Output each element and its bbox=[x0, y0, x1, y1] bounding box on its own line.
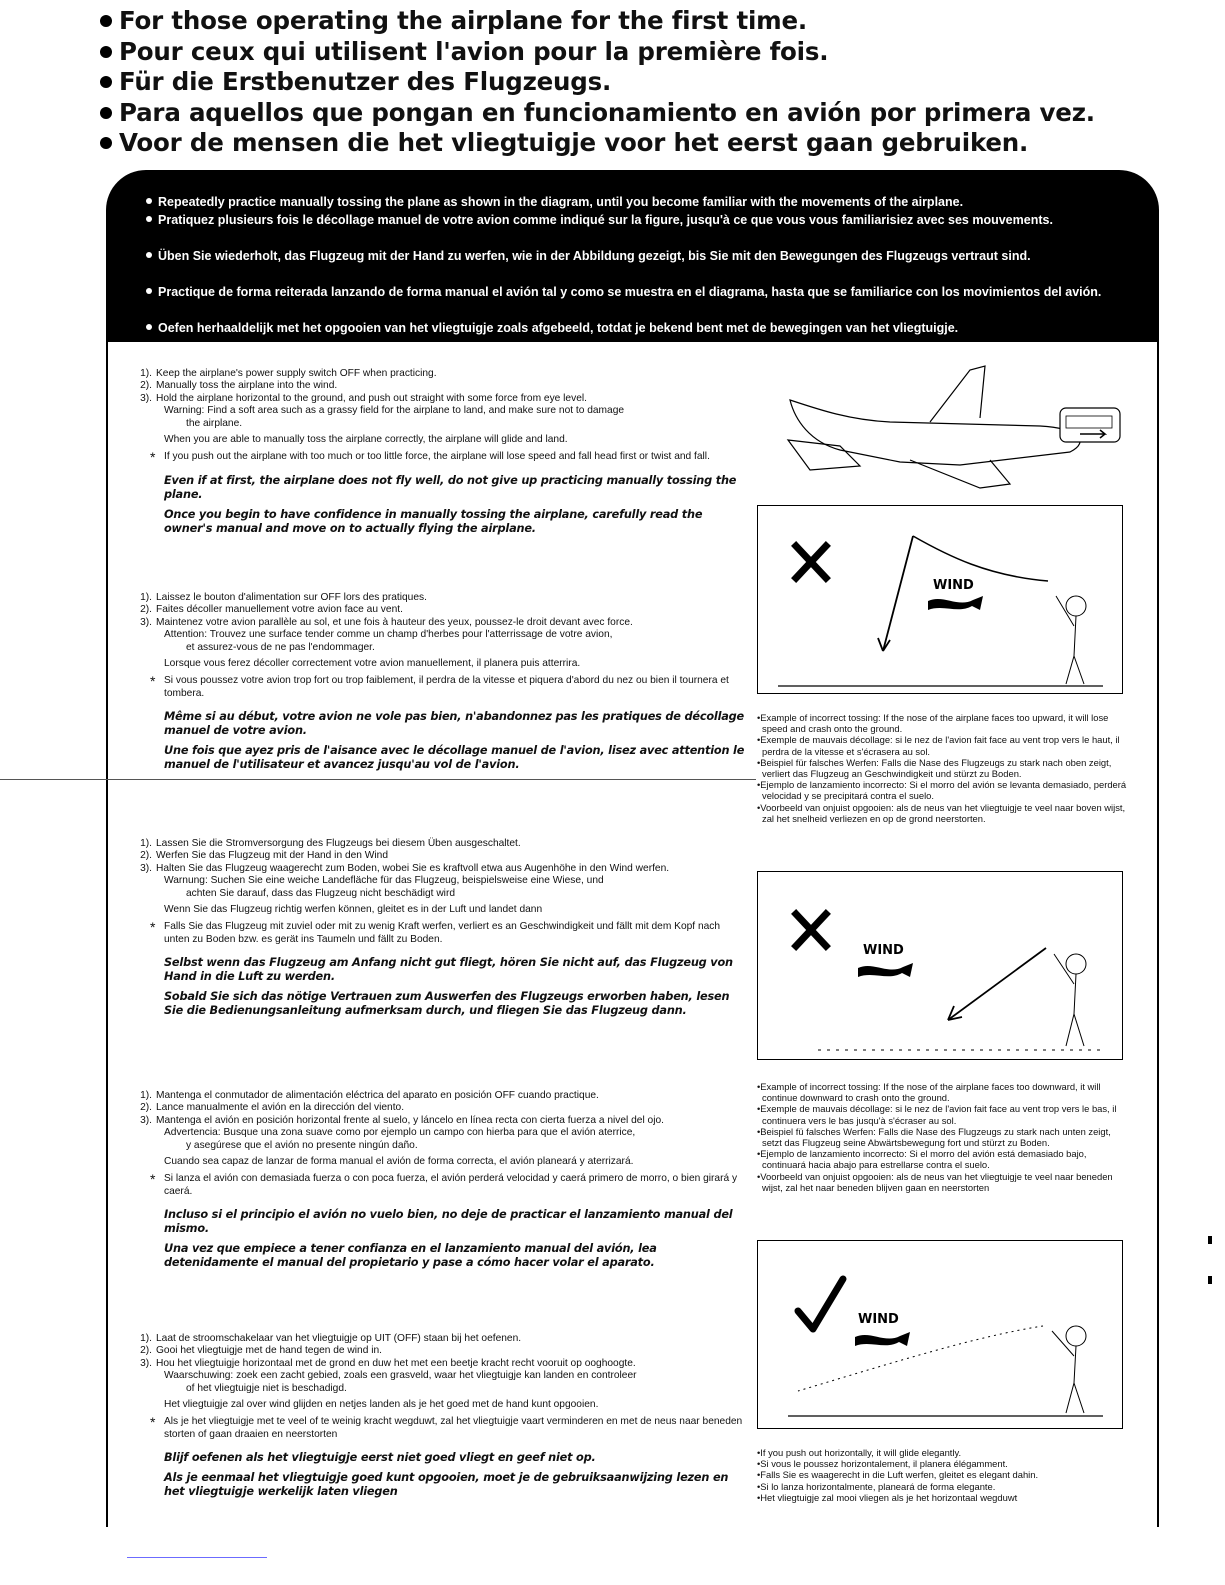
check-icon bbox=[798, 1279, 843, 1329]
emphasis-1: Blijf oefenen als het vliegtuigje eerst niet goed vliegt en geef niet op. bbox=[164, 1451, 596, 1465]
heading-de: Für die Erstbenutzer des Flugzeugs. bbox=[100, 67, 1210, 98]
star-note: * Si vous poussez votre avion trop fort ou trop faiblement, il perdra de la vitesse et piquera d'abord du nez ou bien il tournera et tombera. bbox=[150, 673, 729, 699]
wind-arrow-icon bbox=[858, 963, 913, 977]
heading-nl: Voor de mensen die het vliegtuigje voor het eerst gaan gebruiken. bbox=[100, 128, 1210, 159]
wind-label: WIND bbox=[863, 943, 904, 958]
step-2: 2). Manually toss the airplane into the wind. bbox=[140, 380, 338, 392]
glide-note: When you are able to manually toss the airplane correctly, the airplane will glide and land. bbox=[164, 434, 568, 446]
wind-label: WIND bbox=[933, 578, 974, 593]
emphasis-1: Selbst wenn das Flugzeug am Anfang nicht gut fliegt, hören Sie nicht auf, das Flugzeug von Hand in die Luft zu werden. bbox=[164, 956, 733, 984]
panel-incorrect-upward bbox=[757, 505, 1123, 694]
step-2: 2). Faites décoller manuellement votre avion face au vent. bbox=[140, 604, 403, 616]
bullet-icon bbox=[146, 198, 152, 204]
step-1: 1). Lassen Sie die Stromversorgung des Flugzeugs bei diesem Üben ausgeschaltet. bbox=[140, 838, 521, 849]
step-3: 3). Maintenez votre avion parallèle au sol, et une fois à hauteur des yeux, poussez-le droit devant avec force. bbox=[140, 616, 633, 628]
bullet-icon bbox=[146, 324, 152, 330]
step-3: 3). Mantenga el avión en posición horizontal frente al suelo, y láncelo en línea recta con cierta fuerza a nivel del ojo. bbox=[140, 1114, 664, 1126]
warning-text-cont: y asegúrese que el avión no presente ningún daño. bbox=[186, 1139, 418, 1151]
panel-2-drawing bbox=[758, 872, 1122, 1059]
emphasis-1: Incluso si el principio el avión no vuelo bien, no deje de practicar el lanzamiento manual del mismo. bbox=[164, 1208, 733, 1236]
bullet-icon bbox=[100, 46, 112, 58]
section-french bbox=[128, 592, 748, 772]
heading-es: Para aquellos que pongan en funcionamiento en avión por primera vez. bbox=[100, 98, 1210, 129]
glide-note: Wenn Sie das Flugzeug richtig werfen können, gleitet es in der Luft und landet dann bbox=[164, 904, 543, 916]
glide-note: Lorsque vous ferez décoller correctement votre avion manuellement, il planera puis atterrira. bbox=[164, 658, 581, 670]
banner-item-de: Üben Sie wiederholt, das Flugzeug mit der Hand zu werfen, wie in der Abbildung gezeigt, bis Sie mit den Bewegungen des Flugzeugs vertraut sind. bbox=[146, 248, 1146, 264]
emphasis-2: Sobald Sie sich das nötige Vertrauen zum Auswerfen des Flugzeugs erworben haben, lesen Sie die Bedienungsanleitung aufmerksam durch, und fliegen Sie das Flugzeug dann. bbox=[164, 990, 730, 1018]
wind-arrow-icon bbox=[928, 596, 983, 610]
step-3: 3). Hou het vliegtuigje horizontaal met de grond en duw het met een beetje kracht recht vooruit op ooghoogte. bbox=[140, 1357, 636, 1369]
footer-line bbox=[127, 1557, 267, 1558]
emphasis-1: Even if at first, the airplane does not fly well, do not give up practicing manually tossing the plane. bbox=[164, 473, 737, 501]
bullet-icon bbox=[146, 288, 152, 294]
bullet-icon bbox=[146, 216, 152, 222]
bullet-icon bbox=[100, 137, 112, 149]
edge-mark bbox=[1208, 1236, 1212, 1244]
warning-text: Warning: Find a soft area such as a grassy field for the airplane to land, and make sure not to damage bbox=[164, 405, 625, 417]
emphasis-1: Même si au début, votre avion ne vole pas bien, n'abandonnez pas les pratiques de décollage manuel de votre avion. bbox=[164, 710, 745, 738]
section-dutch bbox=[128, 1333, 748, 1499]
wind-label: WIND bbox=[858, 1312, 899, 1327]
bullet-icon bbox=[100, 76, 112, 88]
panel-3-captions: •If you push out horizontally, it will glide elegantly. •Si vous le poussez horizontalement, il planera élégamment. •Falls Sie es waagerecht in die Luft werfen, gleitet es elegant dahin. •Si lo lanza horizontalmente, planeará de forma elegante. •Het vliegtuigje zal mooi vliegen als je het horizontaal wegduwt bbox=[757, 1447, 1039, 1503]
step-2: 2). Werfen Sie das Flugzeug mit der Hand in den Wind bbox=[140, 850, 388, 862]
warning-text: Attention: Trouvez une surface tender comme un champ d'herbes pour l'atterrissage de votre avion, bbox=[164, 629, 613, 641]
wind-arrow-icon bbox=[855, 1332, 910, 1346]
panel-incorrect-downward bbox=[757, 871, 1123, 1060]
heading-fr: Pour ceux qui utilisent l'avion pour la première fois. bbox=[100, 37, 1210, 68]
panel-3-drawing bbox=[758, 1241, 1122, 1428]
star-note: * If you push out the airplane with too much or too little force, the airplane will lose speed and fall head first or twist and fall. bbox=[150, 449, 710, 466]
step-3: 3). Hold the airplane horizontal to the ground, and push out straight with some force from eye level. bbox=[140, 392, 587, 404]
emphasis-2: Una vez que empiece a tener confianza en el lanzamiento manual del avión, lea detenidamente el manual del propietario y pase a cómo hacer volar el aparato. bbox=[164, 1242, 657, 1270]
step-2: 2). Lance manualmente el avión en la dirección del viento. bbox=[140, 1102, 405, 1114]
warning-text: Waarschuwing: zoek een zacht gebied, zoals een grasveld, waar het vliegtuigje kan landen en controleer bbox=[164, 1370, 637, 1382]
warning-text-cont: the airplane. bbox=[186, 417, 243, 429]
panel-1-drawing bbox=[758, 506, 1122, 693]
heading-list bbox=[100, 6, 1210, 159]
panel-correct-horizontal bbox=[757, 1240, 1123, 1429]
person-icon bbox=[1056, 596, 1086, 684]
descent-arrow-icon bbox=[883, 536, 913, 651]
bullet-icon bbox=[146, 252, 152, 258]
section-english bbox=[128, 368, 748, 536]
page-frame-right bbox=[1157, 342, 1159, 1527]
heading-en: For those operating the airplane for the first time. bbox=[100, 6, 1210, 37]
edge-mark bbox=[1208, 1276, 1212, 1284]
glide-path-icon bbox=[798, 1326, 1043, 1391]
cross-icon bbox=[796, 914, 826, 946]
glide-note: Het vliegtuigje zal over wind glijden en netjes landen als je het goed met de hand kunt opgooien. bbox=[164, 1399, 599, 1411]
warning-text-cont: achten Sie darauf, dass das Flugzeug nicht beschädigt wird bbox=[186, 887, 455, 899]
bullet-icon bbox=[100, 107, 112, 119]
emphasis-2: Als je eenmaal het vliegtuigje goed kunt opgooien, moet je de gebruiksaanwijzing lezen en het vliegtuigje werkelijk laten vliegen bbox=[164, 1471, 729, 1499]
instruction-banner bbox=[106, 170, 1159, 342]
person-icon bbox=[1052, 1326, 1086, 1413]
panel-1-captions: •Example of incorrect tossing: If the nose of the airplane faces too upward, it will lose speed and crash onto the ground. •Exemple de mauvais décollage: si le nez de l'avion fait face au vent trop vers le haut, il perdra de la vitesse et s'écrasera au sol. •Beispiel für falsches Werfen: Falls die Nase des Flugzeugs zu stark nach oben zeigt, verliert das Flugzeug an Geschwindigkeit und stürzt zu Boden. •Ejemplo de lanzamiento incorrecto: Si el morro del avión se levanta demasiado, perderá velocidad y se precipitará contra el suelo. •Voorbeeld van onjuist opgooien: als de neus van het vliegtuigje te veel naar boven wijst, zal het snelheid verliezen en op de grond neerstorten. bbox=[757, 712, 1127, 824]
banner-item-nl: Oefen herhaaldelijk met het opgooien van het vliegtuigje zoals afgebeeld, totdat je bekend bent met de bewegingen van het vliegtuigje. bbox=[146, 320, 1146, 336]
cross-icon bbox=[796, 546, 826, 578]
banner-item-es: Practique de forma reiterada lanzando de forma manual el avión tal y como se muestra en el diagrama, hasta que se familiarice con los movimientos del avión. bbox=[146, 284, 1146, 300]
emphasis-2: Une fois que ayez pris de l'aisance avec le décollage manuel de l'avion, lisez avec attention le manuel de l'utilisateur et avancez jusqu'au vol de l'avion. bbox=[164, 744, 745, 772]
flight-path-icon bbox=[913, 536, 1048, 581]
section-spanish bbox=[128, 1090, 748, 1270]
glide-note: Cuando sea capaz de lanzar de forma manual el avión de forma correcta, el avión planeará y aterrizará. bbox=[164, 1156, 634, 1168]
step-1: 1). Laat de stroomschakelaar van het vliegtuigje op UIT (OFF) staan bij het oefenen. bbox=[140, 1333, 522, 1344]
step-1: 1). Mantenga el conmutador de alimentación eléctrica del aparato en posición OFF cuando practique. bbox=[140, 1090, 599, 1101]
emphasis-2: Once you begin to have confidence in manually tossing the airplane, carefully read the owner's manual and move on to actually flying the airplane. bbox=[164, 507, 703, 535]
section-german bbox=[128, 838, 748, 1018]
warning-text-cont: et assurez-vous de ne pas l'endommager. bbox=[186, 641, 375, 653]
star-note: * Falls Sie das Flugzeug mit zuviel oder mit zu wenig Kraft werfen, verliert es an Geschwindigkeit und fällt mit dem Kopf nach unten zu Boden bzw. es gerät ins Taumeln und fällt zu Boden. bbox=[150, 919, 721, 945]
warning-text-cont: of het vliegtuigje niet is beschadigd. bbox=[186, 1382, 347, 1394]
step-2: 2). Gooi het vliegtuigje met de hand tegen de wind in. bbox=[140, 1345, 382, 1357]
airplane-icon bbox=[788, 366, 1080, 488]
page-frame-left bbox=[106, 342, 108, 1527]
descent-arrow-icon bbox=[948, 948, 1046, 1020]
warning-text: Advertencia: Busque una zona suave como por ejemplo un campo con hierba para que el avión aterrice, bbox=[164, 1127, 636, 1139]
step-1: 1). Keep the airplane's power supply switch OFF when practicing. bbox=[140, 368, 437, 379]
airplane-illustration bbox=[780, 360, 1130, 490]
bullet-icon bbox=[100, 15, 112, 27]
divider-line bbox=[0, 779, 756, 780]
panel-2-captions: •Example of incorrect tossing: If the nose of the airplane faces too downward, it will continue downward to crash onto the ground. •Exemple de mauvais décollage: si le nez de l'avion fait face au vent trop vers le bas, il continuera vers le bas jusqu'à s'écraser au sol. •Beispiel fü falsches Werfen: Falls die Nase des Flugzeugs zu stark nach unten zeigt, setzt das Flugzeug seine Abwärtsbewegung fort und stürzt zu Boden. •Ejemplo de lanzamiento incorrecto: Si el morro del avión está demasiado bajo, continuará hacia abajo para estrellarse contra el suelo. •Voorbeeld van onjuist opgooien: als de neus van het vliegtuigje te veel naar beneden wijst, zal het naar beneden blijven gaan en neerstorten bbox=[757, 1081, 1117, 1193]
warning-text: Warnung: Suchen Sie eine weiche Landefläche für das Flugzeug, beispielsweise eine Wiese, und bbox=[164, 875, 604, 887]
star-note: * Si lanza el avión con demasiada fuerza o con poca fuerza, el avión perderá velocidad y caerá primero de morro, o bien girará y caerá. bbox=[150, 1171, 738, 1197]
person-icon bbox=[1054, 954, 1086, 1046]
step-3: 3). Halten Sie das Flugzeug waagerecht zum Boden, wobei Sie es kraftvoll etwa aus Augenhöhe in den Wind werfen. bbox=[140, 862, 670, 874]
banner-item-en: Repeatedly practice manually tossing the plane as shown in the diagram, until you become familiar with the movements of the airplane. bbox=[146, 194, 1146, 210]
banner-item-fr: Pratiquez plusieurs fois le décollage manuel de votre avion comme indiqué sur la figure, jusqu'à ce que vous vous familiarisiez avec ses mouvements. bbox=[146, 212, 1146, 228]
transmitter-icon bbox=[1060, 408, 1120, 442]
step-1: 1). Laissez le bouton d'alimentation sur OFF lors des pratiques. bbox=[140, 592, 427, 603]
star-note: * Als je het vliegtuigje met te veel of te weinig kracht wegduwt, zal het vliegtuigje vaart verminderen en met de neus naar beneden storten of gaan draaien en neerstorten bbox=[150, 1414, 743, 1440]
